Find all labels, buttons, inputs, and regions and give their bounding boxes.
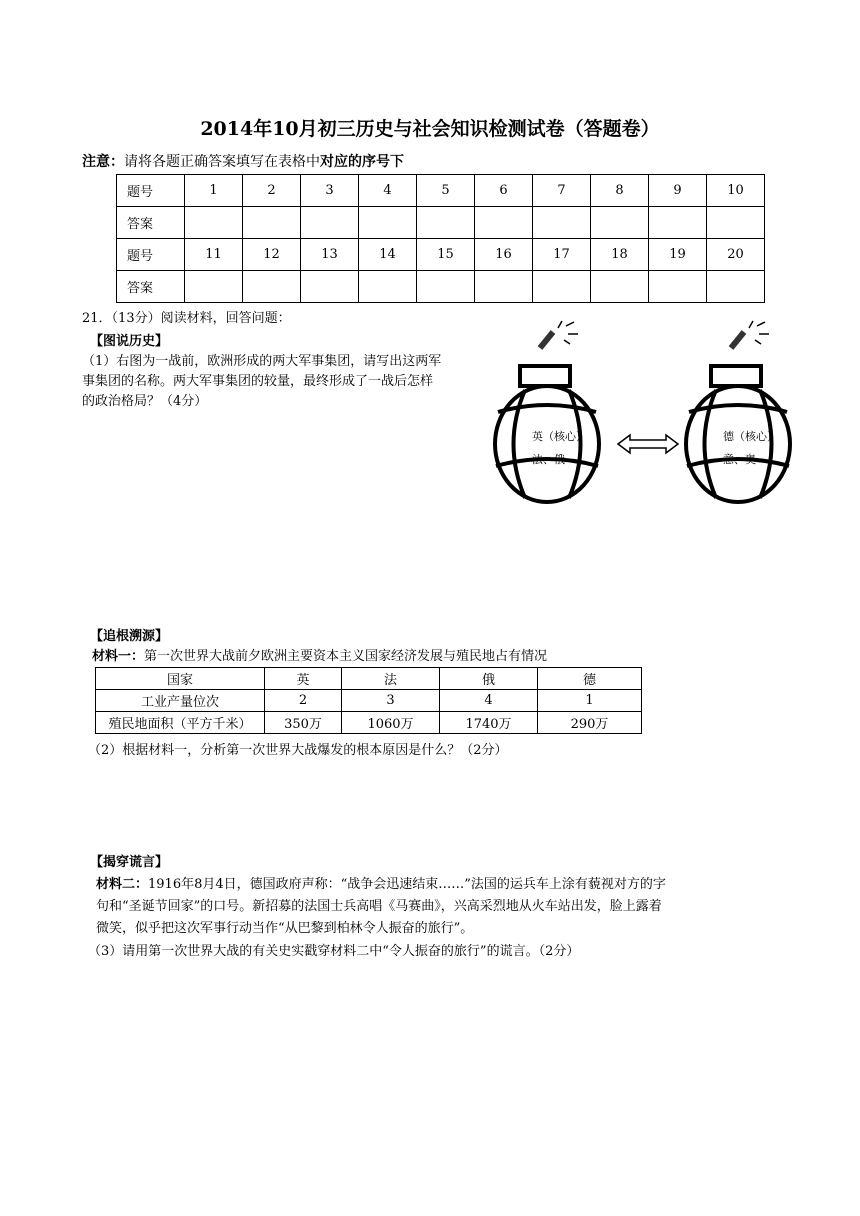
- left-alliance-core: 英（核心）: [532, 431, 587, 443]
- notice-emphasis: 对应的序号下: [320, 154, 404, 170]
- table-cell: 2: [265, 690, 342, 712]
- question-number: 1: [185, 175, 243, 207]
- question-3: （3）请用第一次世界大战的有关史实戳穿材料二中“令人振奋的旅行”的谎言。（2分）: [88, 944, 580, 959]
- answer-cell[interactable]: [591, 271, 649, 303]
- question-number: 19: [649, 239, 707, 271]
- section-picture-history: 【图说历史】: [90, 334, 169, 349]
- answer-cell[interactable]: [475, 271, 533, 303]
- answer-cell[interactable]: [185, 271, 243, 303]
- answer-row-1: [117, 207, 765, 239]
- table-cell: 殖民地面积（平方千米）: [96, 712, 265, 734]
- answer-cell[interactable]: [301, 271, 359, 303]
- question-number: 11: [185, 239, 243, 271]
- answer-cell[interactable]: [649, 207, 707, 239]
- notice-text: 请将各题正确答案填写在表格中: [124, 154, 320, 170]
- section-trace-origins: 【追根溯源】: [90, 629, 169, 644]
- material-2-line: 句和“圣诞节回家”的口号。新招募的法国士兵高唱《马赛曲》，兴高采烈地从火车站出发，脸上露着: [96, 899, 662, 914]
- page-title: 2014年10月初三历史与社会知识检测试卷（答题卷）: [200, 118, 660, 140]
- answer-cell[interactable]: [417, 207, 475, 239]
- row-label-answer: 答案: [117, 271, 185, 303]
- question-number: 13: [301, 239, 359, 271]
- question-row-1: [117, 175, 765, 207]
- table-cell: 1060万: [342, 712, 440, 734]
- answer-cell[interactable]: [649, 271, 707, 303]
- question-1: [82, 352, 502, 412]
- question-number: 15: [417, 239, 475, 271]
- material-1-label: 材料一：: [92, 649, 145, 664]
- right-alliance-core: 德（核心）: [723, 431, 778, 443]
- material-2-line: 1916年8月4日，德国政府声称：“战争会迅速结束……”法国的运兵车上涂有藐视对方的字: [148, 877, 666, 892]
- table-cell: 1740万: [440, 712, 538, 734]
- question-row-2: [117, 239, 765, 271]
- material-2-label: 材料二：: [96, 877, 149, 892]
- right-bomb-icon: [686, 321, 790, 502]
- material-2: [96, 874, 816, 940]
- answer-cell[interactable]: [533, 271, 591, 303]
- answer-cell[interactable]: [591, 207, 649, 239]
- question-1-line: 事集团的名称。两大军事集团的较量，最终形成了一战后怎样: [82, 374, 434, 389]
- table-row: [96, 690, 642, 712]
- material-2-line: 微笑，似乎把这次军事行动当作“从巴黎到柏林令人振奋的旅行”。: [96, 921, 474, 936]
- answer-table: [116, 174, 765, 303]
- double-arrow-icon: [618, 435, 678, 453]
- question-number: 8: [591, 175, 649, 207]
- notice: [82, 151, 404, 171]
- table-cell: 工业产量位次: [96, 690, 265, 712]
- answer-cell[interactable]: [707, 207, 765, 239]
- question-number: 6: [475, 175, 533, 207]
- answer-cell[interactable]: [243, 207, 301, 239]
- answer-cell[interactable]: [359, 271, 417, 303]
- table-row: [96, 668, 642, 690]
- question-number: 10: [707, 175, 765, 207]
- table-cell: 1: [538, 690, 642, 712]
- question-number: 9: [649, 175, 707, 207]
- left-bomb-icon: [495, 321, 599, 502]
- question-number: 5: [417, 175, 475, 207]
- question-1-line: 的政治格局？（4分）: [82, 394, 208, 409]
- table-cell: 3: [342, 690, 440, 712]
- answer-cell[interactable]: [243, 271, 301, 303]
- question-number: 2: [243, 175, 301, 207]
- answer-row-2: [117, 271, 765, 303]
- row-label-answer: 答案: [117, 207, 185, 239]
- answer-cell[interactable]: [707, 271, 765, 303]
- section-expose-lies: 【揭穿谎言】: [90, 855, 169, 870]
- question-number: 16: [475, 239, 533, 271]
- question-number: 17: [533, 239, 591, 271]
- question-number: 14: [359, 239, 417, 271]
- table-header: 英: [265, 668, 342, 690]
- question-number: 18: [591, 239, 649, 271]
- material-1-text: 第一次世界大战前夕欧洲主要资本主义国家经济发展与殖民地占有情况: [144, 649, 548, 664]
- right-alliance-members: 意、奥: [723, 454, 756, 466]
- question-2: （2）根据材料一，分析第一次世界大战爆发的根本原因是什么？（2分）: [88, 743, 508, 758]
- table-header: 德: [538, 668, 642, 690]
- question-number: 4: [359, 175, 417, 207]
- answer-cell[interactable]: [533, 207, 591, 239]
- table-cell: 4: [440, 690, 538, 712]
- answer-cell[interactable]: [417, 271, 475, 303]
- table-cell: 350万: [265, 712, 342, 734]
- answer-cell[interactable]: [185, 207, 243, 239]
- table-row: [96, 712, 642, 734]
- table-cell: 290万: [538, 712, 642, 734]
- question-21-heading: 21．（13分）阅读材料，回答问题：: [82, 311, 291, 326]
- left-alliance-members: 法、俄: [532, 454, 565, 466]
- answer-cell[interactable]: [359, 207, 417, 239]
- notice-label: 注意：: [82, 154, 124, 170]
- military-alliances-illustration: [490, 318, 810, 510]
- table-header: 法: [342, 668, 440, 690]
- row-label-question: 题号: [117, 175, 185, 207]
- table-header: 俄: [440, 668, 538, 690]
- material-1-table: [95, 667, 642, 734]
- answer-cell[interactable]: [301, 207, 359, 239]
- question-number: 3: [301, 175, 359, 207]
- question-number: 7: [533, 175, 591, 207]
- question-number: 20: [707, 239, 765, 271]
- question-number: 12: [243, 239, 301, 271]
- row-label-question: 题号: [117, 239, 185, 271]
- table-header: 国家: [96, 668, 265, 690]
- material-1: [92, 647, 547, 667]
- answer-cell[interactable]: [475, 207, 533, 239]
- question-1-line: （1）右图为一战前，欧洲形成的两大军事集团，请写出这两军: [82, 354, 442, 369]
